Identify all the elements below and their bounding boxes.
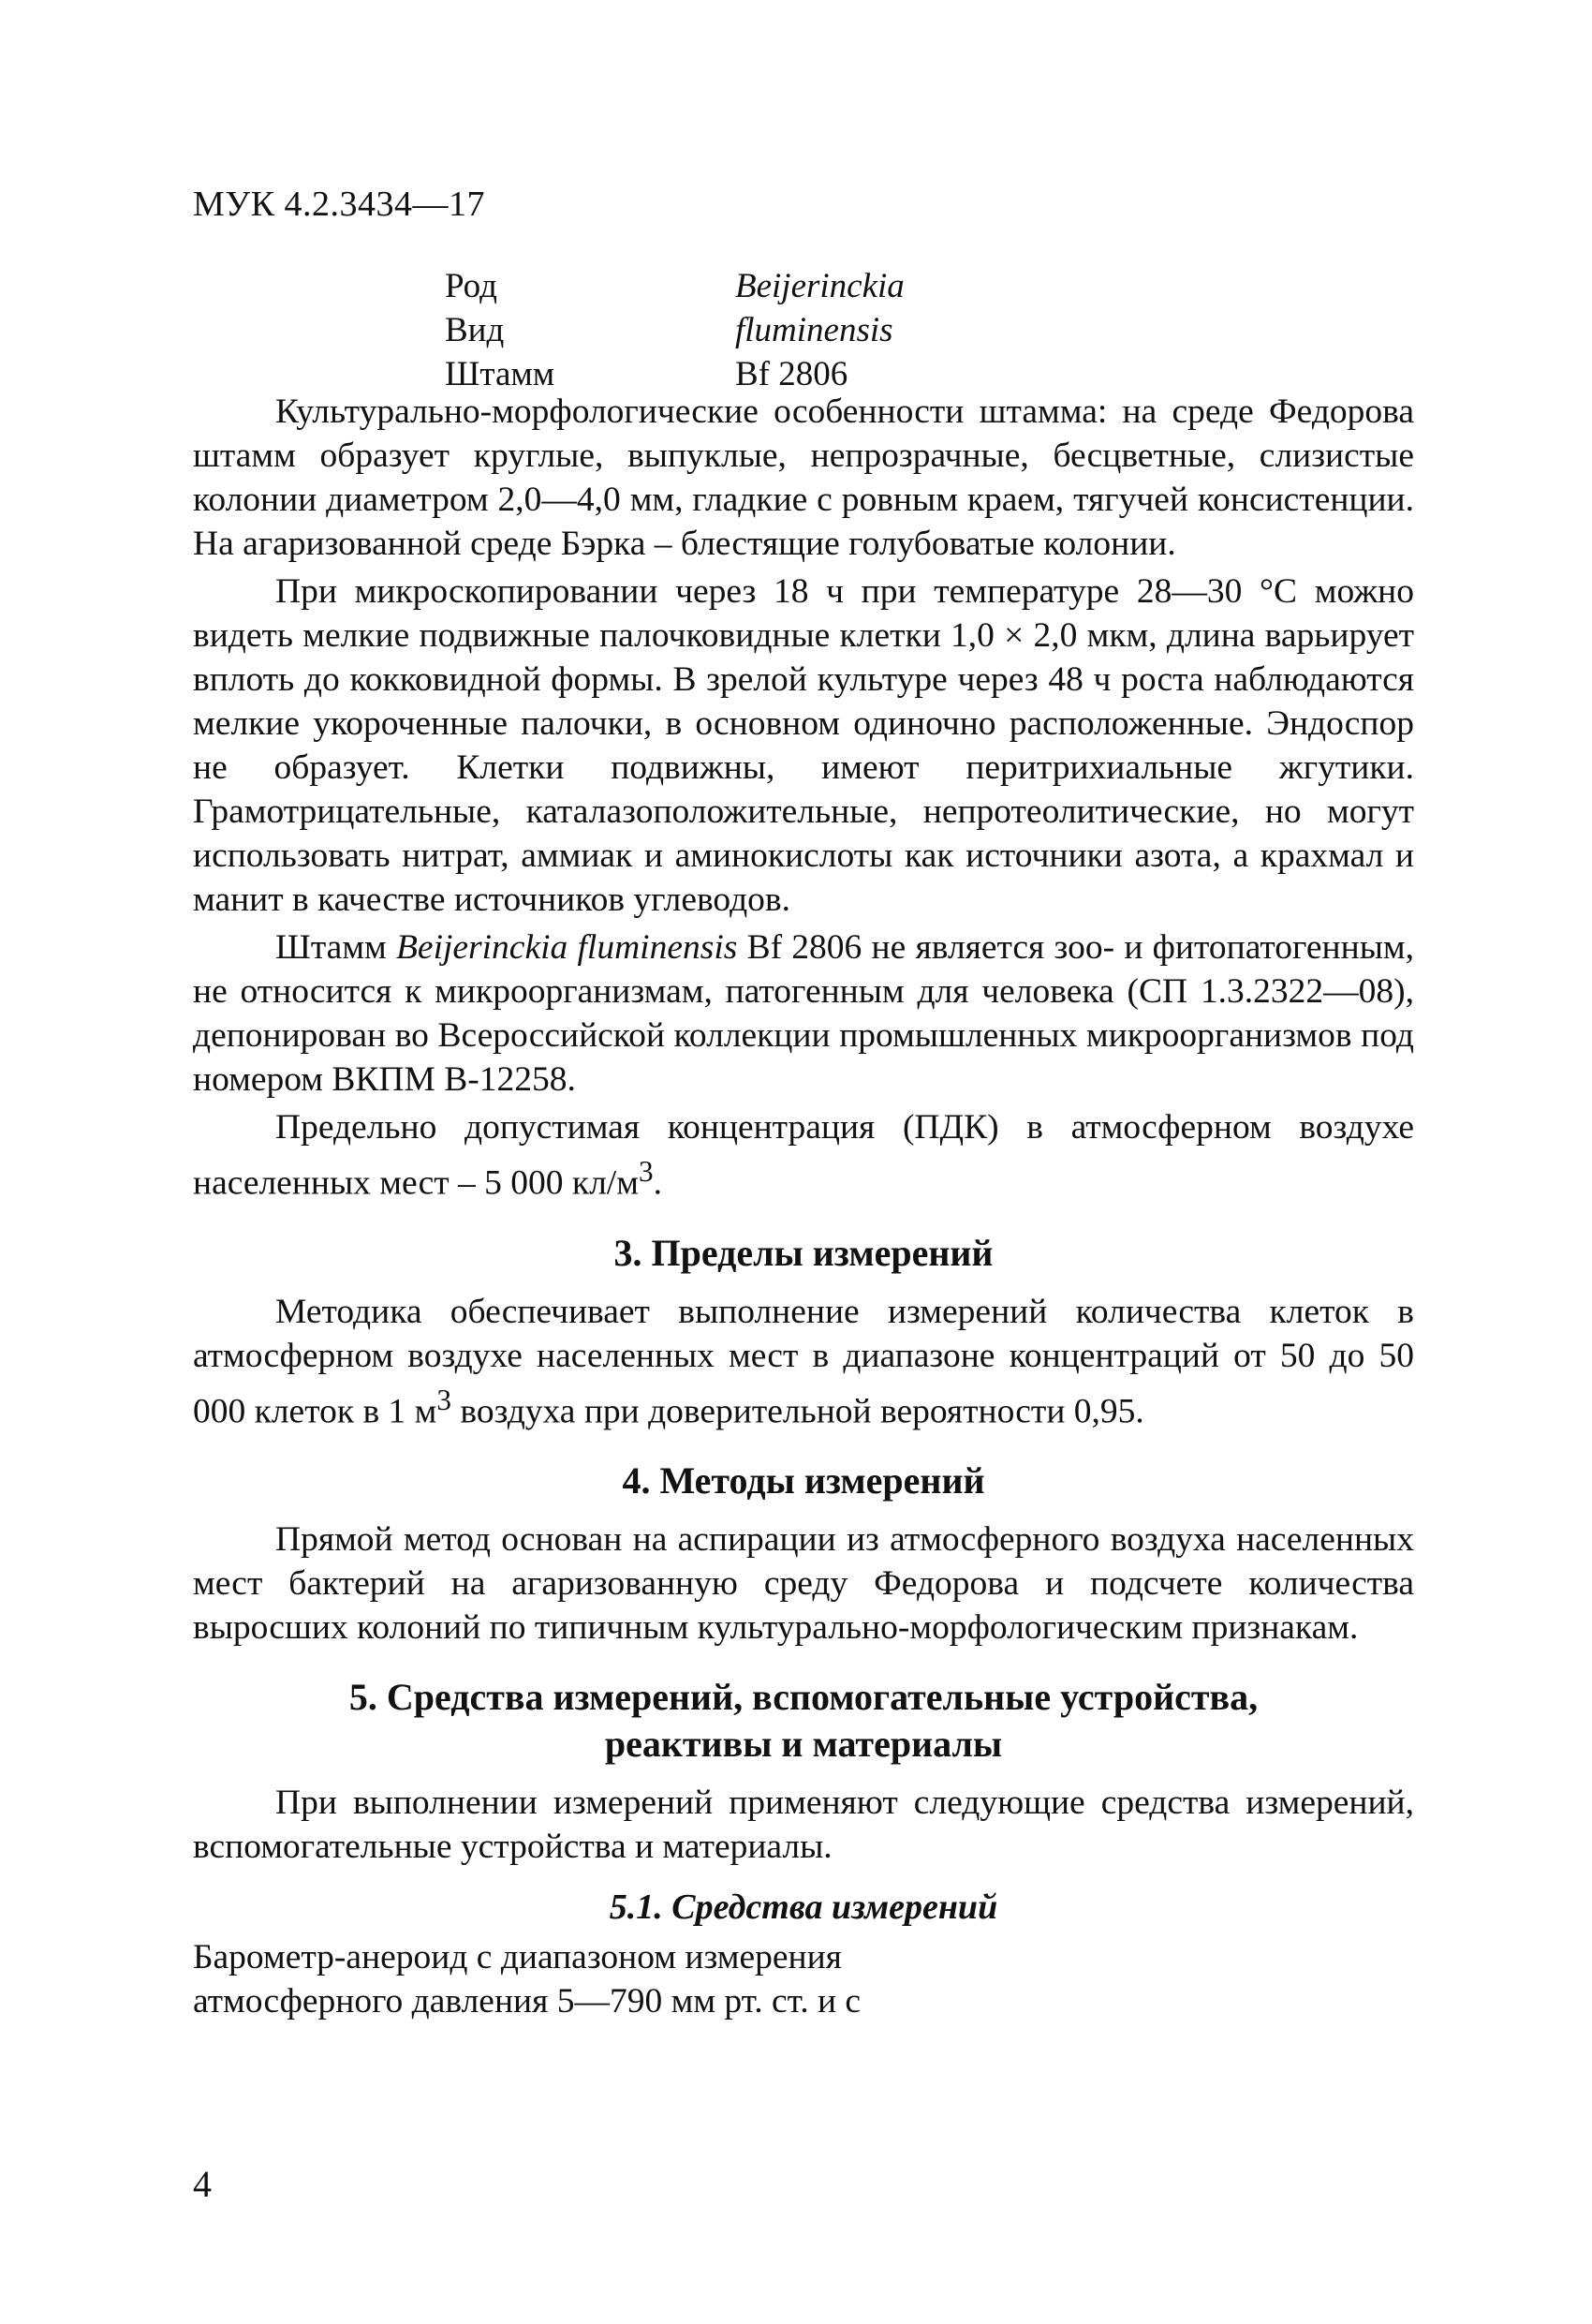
section-4-title: 4. Методы измерений <box>622 1459 985 1502</box>
section-5-title <box>193 1674 1414 1768</box>
species-label: Вид <box>445 311 505 349</box>
section-3-text-before: Методика обеспечивает выполнение измерений количества клеток в атмосферном воздухе населенных мест в диапазоне концентраций от 50 до 50 000 клеток в 1 м <box>193 1292 1414 1430</box>
paragraph-strain-safety <box>193 925 1414 1102</box>
paragraph-mpc <box>193 1105 1414 1206</box>
strain-text-prefix: Штамм <box>275 928 397 967</box>
subsection-5-1-title: 5.1. Средства измерений <box>609 1887 998 1927</box>
species-value: fluminensis <box>735 311 893 349</box>
strain-label: Штамм <box>445 355 555 393</box>
taxonomy-row-species <box>445 308 905 352</box>
genus-value: Beijerinckia <box>735 267 905 305</box>
section-5-text: При выполнении измерений применяют следующие средства измерений, вспомогательные устройства и материалы. <box>193 1784 1414 1866</box>
mpc-end: . <box>653 1163 662 1203</box>
genus-label: Род <box>445 267 497 305</box>
section-3-superscript: 3 <box>436 1383 452 1416</box>
section-3-text <box>193 1290 1414 1434</box>
paragraph-culture-morphology: Культурально-морфологические особенности штамма: на среде Федорова штамм образует круглые, выпуклые, непрозрачные, бесцветные, слизистые колонии диаметром 2,0—4,0 мм, гладкие с ровным краем, тягучей консистенции. На агаризованной среде Бэрка – блестящие голубоватые колонии. <box>193 392 1414 563</box>
paragraph-microscopy: При микроскопировании через 18 ч при температуре 28—30 °С можно видеть мелкие подвижные палочковидные клетки 1,0 × 2,0 мкм, длина варьирует вплоть до кокковидной формы. В зрелой культуре через 48 ч роста наблюдаются мелкие укороченные палочки, в основном одиночно расположенные. Эндоспор не образует. Клетки подвижны, имеют перитрихиальные жгутики. Грамотрицательные, каталазоположительные, непротеолитические, но могут использовать нитрат, аммиак и аминокислоты как источники азота, а крахмал и манит в качестве источников углеводов. <box>193 572 1414 919</box>
document-code-header: МУК 4.2.3434—17 <box>193 185 486 224</box>
strain-text-suffix: Bf 2806 не является зоо- и фитопатогенным, не относится к микроорганизмам, патогенным для человека (СП 1.3.2322—08), депонирован во Всероссийской коллекции промышленных микроорганизмов под номером ВКПМ В-12258. <box>193 928 1414 1099</box>
strain-value: Bf 2806 <box>735 355 848 393</box>
mpc-text: Предельно допустимая концентрация (ПДК) в атмосферном воздухе населенных мест – 5 000 кл/м <box>193 1108 1414 1203</box>
section-4-text: Прямой метод основан на аспирации из атмосферного воздуха населенных мест бактерий на агаризованную среду Федорова и подсчете количества выросших колоний по типичным культурально-морфологическим признакам. <box>193 1520 1414 1647</box>
section-5-title-line1: 5. Средства измерений, вспомогательные устройства, <box>348 1676 1259 1718</box>
taxonomy-row-genus <box>445 264 905 308</box>
instrument-item <box>193 1935 1414 2023</box>
taxonomy-block <box>445 264 905 396</box>
species-name-italic: Beijerinckia fluminensis <box>396 928 738 967</box>
page-number: 4 <box>193 2163 212 2205</box>
section-5-title-line2: реактивы и материалы <box>604 1723 1003 1765</box>
section-3-text-after: воздуха при доверительной вероятности 0,95. <box>451 1392 1144 1430</box>
instrument-item-line2: атмосферного давления 5—790 мм рт. ст. и с <box>193 1982 862 2021</box>
instrument-item-line1: Барометр-анероид с диапазоном измерения <box>193 1938 842 1976</box>
main-content <box>193 390 1414 2023</box>
mpc-superscript: 3 <box>638 1155 654 1188</box>
section-3-title: 3. Пределы измерений <box>613 1231 994 1274</box>
